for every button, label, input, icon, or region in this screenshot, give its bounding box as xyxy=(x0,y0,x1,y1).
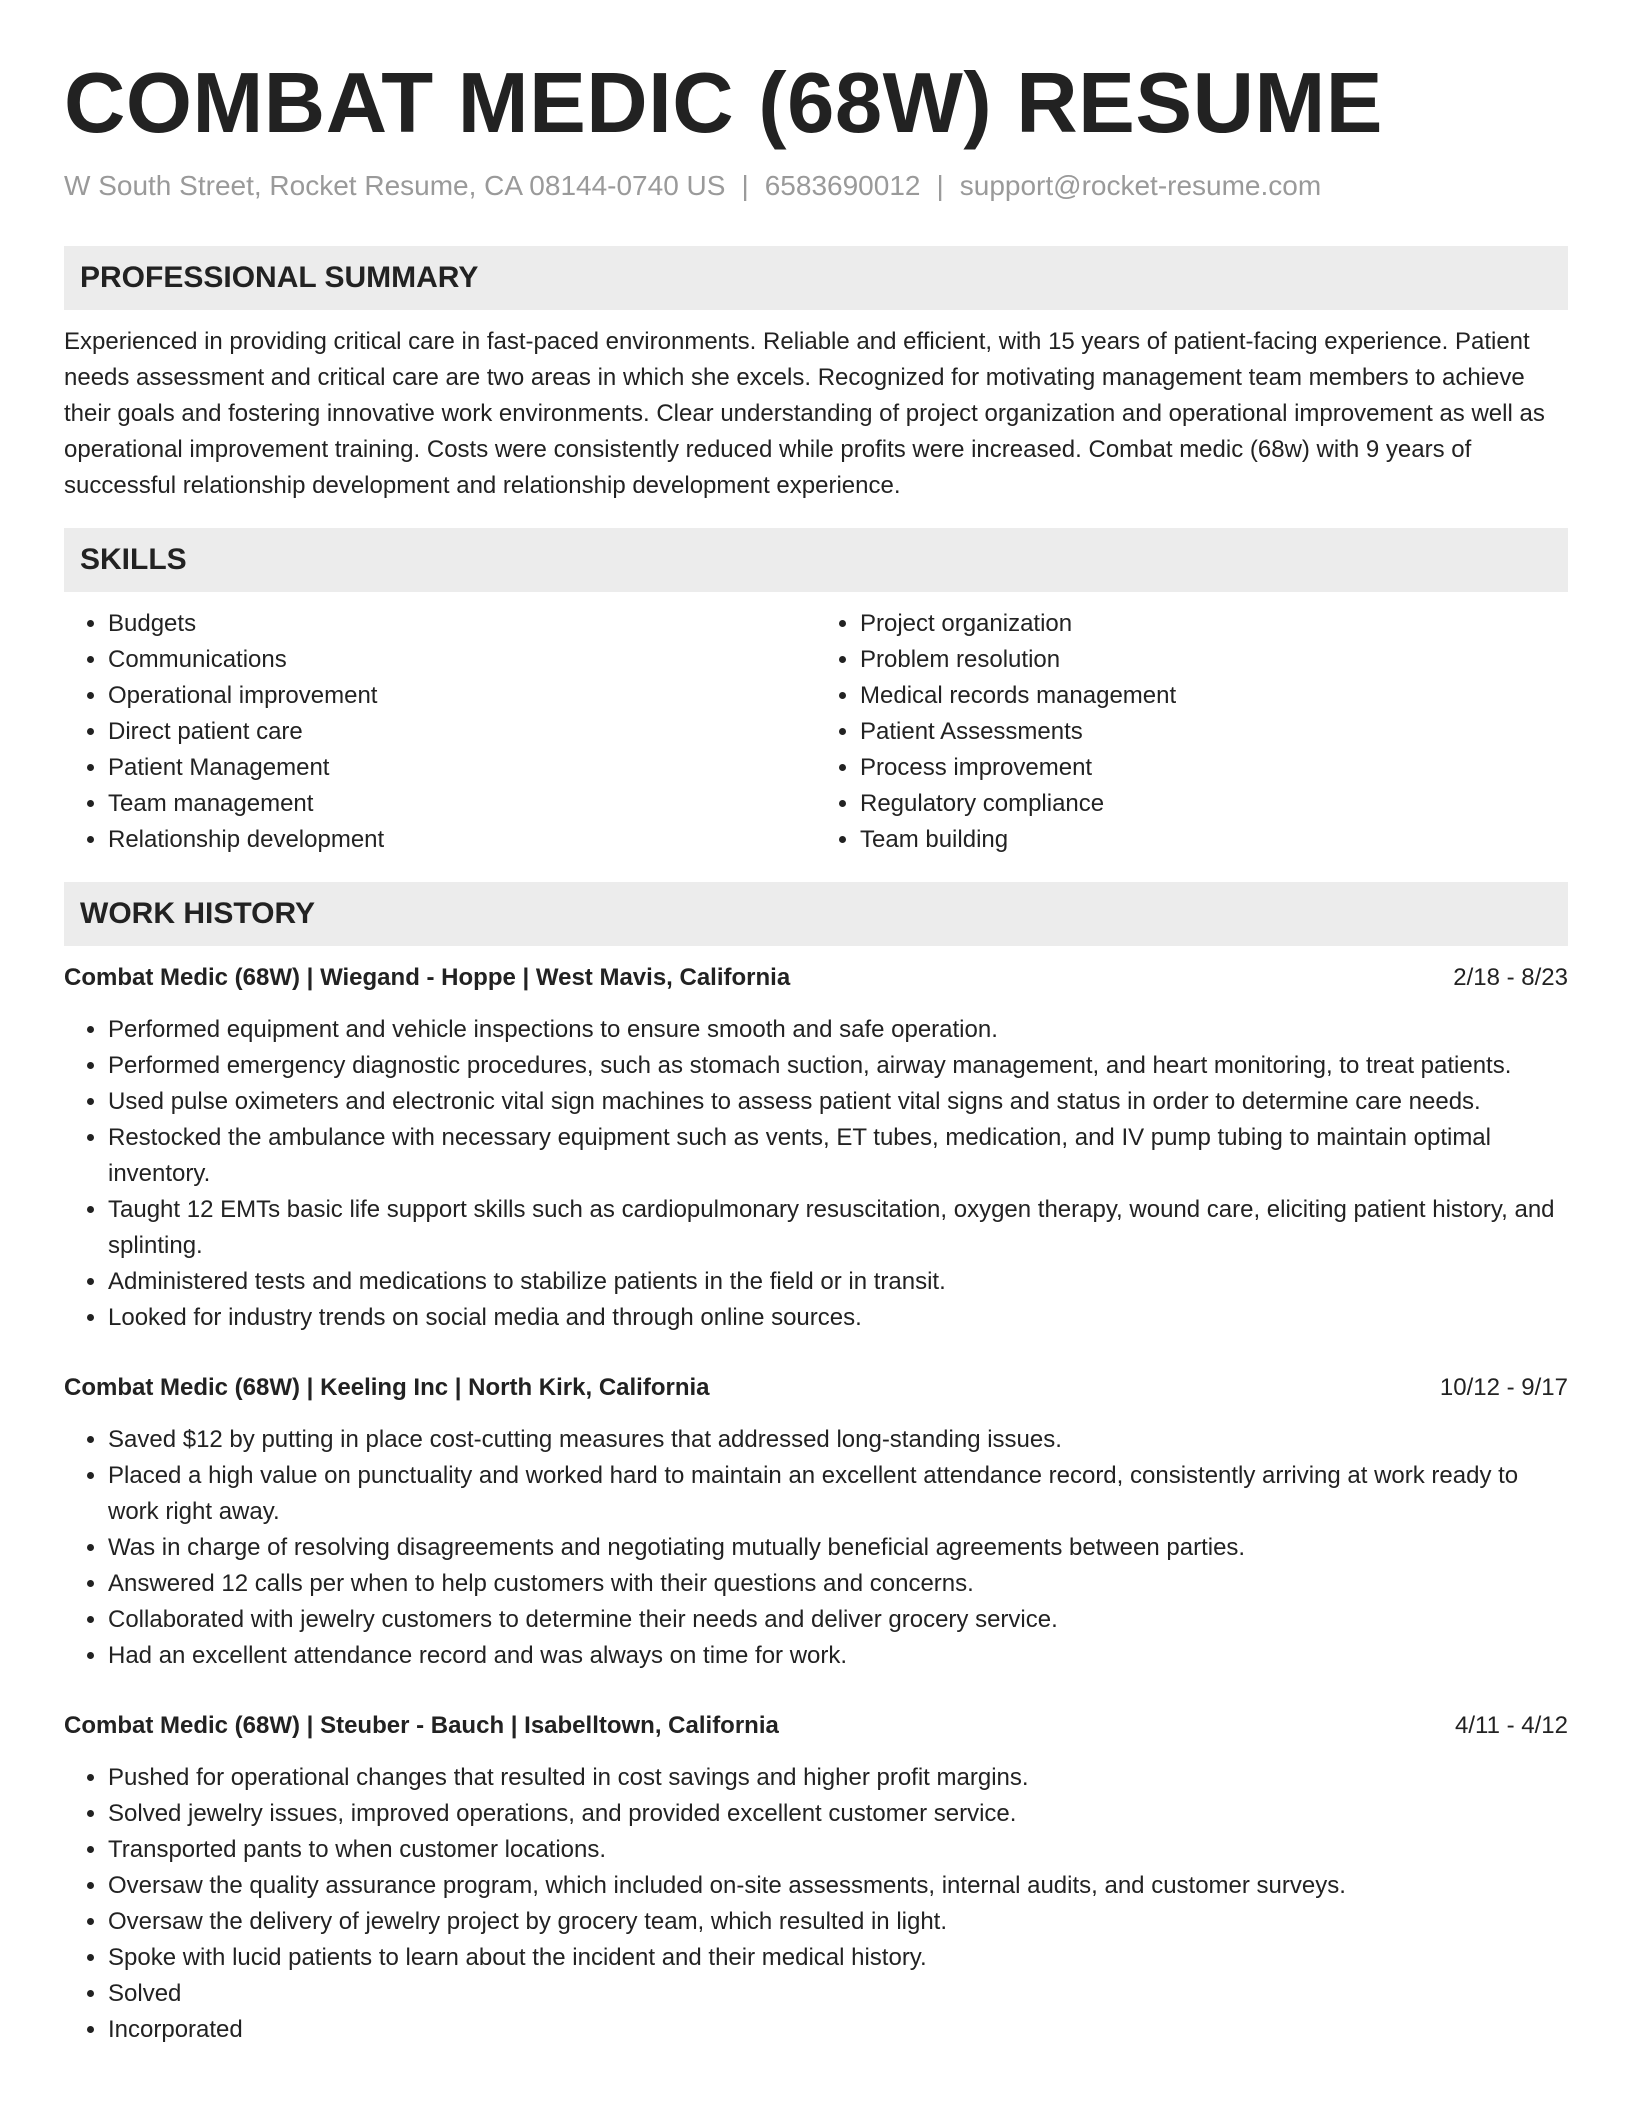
skill-item: • Team management xyxy=(108,786,816,822)
job-bullet: • Taught 12 EMTs basic life support skills such as cardiopulmonary resuscitation, oxygen therapy, wound care, eliciting patient history, and splinting. xyxy=(108,1192,1568,1264)
skill-item: • Communications xyxy=(108,642,816,678)
job-header xyxy=(64,1370,1568,1406)
job-bullet: • Answered 12 calls per when to help customers with their questions and concerns. xyxy=(108,1566,1568,1602)
skill-item: • Budgets xyxy=(108,606,816,642)
job-header xyxy=(64,1708,1568,1744)
skill-item: • Process improvement xyxy=(860,750,1568,786)
section-header-summary: PROFESSIONAL SUMMARY xyxy=(64,246,1568,310)
contact-phone: 6583690012 xyxy=(764,170,921,201)
job-entry xyxy=(64,960,1568,1336)
contact-address: W South Street, Rocket Resume, CA 08144-0740 US xyxy=(64,170,726,201)
skill-item: • Patient Assessments xyxy=(860,714,1568,750)
contact-email: support@rocket-resume.com xyxy=(959,170,1322,201)
skill-item: • Medical records management xyxy=(860,678,1568,714)
skills-grid xyxy=(64,606,1568,858)
job-bullet: • Had an excellent attendance record and was always on time for work. xyxy=(108,1638,1568,1674)
job-bullet: • Was in charge of resolving disagreements and negotiating mutually beneficial agreements between parties. xyxy=(108,1530,1568,1566)
job-entry xyxy=(64,1370,1568,1674)
resume-title: COMBAT MEDIC (68W) RESUME xyxy=(64,56,1383,151)
job-bullet: • Performed equipment and vehicle inspections to ensure smooth and safe operation. xyxy=(108,1012,1568,1048)
job-bullet: • Collaborated with jewelry customers to determine their needs and deliver grocery service. xyxy=(108,1602,1568,1638)
job-bullet: • Looked for industry trends on social media and through online sources. xyxy=(108,1300,1568,1336)
job-bullet: • Incorporated xyxy=(108,2012,1568,2048)
contact-separator: | xyxy=(741,170,749,201)
job-dates: 2/18 - 8/23 xyxy=(1453,964,1568,991)
skill-item: • Direct patient care xyxy=(108,714,816,750)
skill-item: • Problem resolution xyxy=(860,642,1568,678)
section-header-work-history: WORK HISTORY xyxy=(64,882,1568,946)
job-bullet: • Performed emergency diagnostic procedures, such as stomach suction, airway management, and heart monitoring, to treat patients. xyxy=(108,1048,1568,1084)
job-bullet: • Spoke with lucid patients to learn about the incident and their medical history. xyxy=(108,1940,1568,1976)
job-bullets xyxy=(64,1760,1568,2048)
summary-text: Experienced in providing critical care in fast-paced environments. Reliable and efficient, with 15 years of patient-facing experience. Patient needs assessment and critical care are two areas in which she excels. Recognized for motivating management team members to achieve their goals and fostering innovative work environments. Clear understanding of project organization and operational improvement as well as operational improvement training. Costs were consistently reduced while profits were increased. Combat medic (68w) with 9 years of successful relationship development and relationship development experience. xyxy=(64,328,1545,499)
contact-line xyxy=(64,166,1568,206)
job-bullet: • Pushed for operational changes that resulted in cost savings and higher profit margins. xyxy=(108,1760,1568,1796)
skills-list-right xyxy=(816,606,1568,858)
job-dates: 10/12 - 9/17 xyxy=(1439,1374,1568,1401)
skill-item: • Project organization xyxy=(860,606,1568,642)
job-header xyxy=(64,960,1568,996)
skill-item: • Regulatory compliance xyxy=(860,786,1568,822)
job-bullet: • Restocked the ambulance with necessary equipment such as vents, ET tubes, medication, and IV pump tubing to maintain optimal inventory. xyxy=(108,1120,1568,1192)
skills-list-left xyxy=(64,606,816,858)
job-bullet: • Transported pants to when customer locations. xyxy=(108,1832,1568,1868)
job-title: Combat Medic (68W) | Wiegand - Hoppe | West Mavis, California xyxy=(64,964,791,991)
skill-item: • Team building xyxy=(860,822,1568,858)
skill-item: • Patient Management xyxy=(108,750,816,786)
job-bullet: • Used pulse oximeters and electronic vital sign machines to assess patient vital signs and status in order to determine care needs. xyxy=(108,1084,1568,1120)
job-bullet: • Placed a high value on punctuality and worked hard to maintain an excellent attendance record, consistently arriving at work ready to work right away. xyxy=(108,1458,1568,1530)
job-bullet: • Solved jewelry issues, improved operations, and provided excellent customer service. xyxy=(108,1796,1568,1832)
job-bullets xyxy=(64,1012,1568,1336)
skill-item: • Operational improvement xyxy=(108,678,816,714)
job-bullet: • Saved $12 by putting in place cost-cutting measures that addressed long-standing issues. xyxy=(108,1422,1568,1458)
job-bullet: • Oversaw the delivery of jewelry project by grocery team, which resulted in light. xyxy=(108,1904,1568,1940)
job-bullet: • Administered tests and medications to stabilize patients in the field or in transit. xyxy=(108,1264,1568,1300)
job-entry xyxy=(64,1708,1568,2048)
skill-item: • Relationship development xyxy=(108,822,816,858)
job-dates: 4/11 - 4/12 xyxy=(1455,1712,1568,1739)
job-bullets xyxy=(64,1422,1568,1674)
section-header-skills: SKILLS xyxy=(64,528,1568,592)
job-title: Combat Medic (68W) | Steuber - Bauch | Isabelltown, California xyxy=(64,1712,779,1739)
contact-separator: | xyxy=(936,170,944,201)
job-bullet: • Solved xyxy=(108,1976,1568,2012)
job-title: Combat Medic (68W) | Keeling Inc | North Kirk, California xyxy=(64,1374,710,1401)
job-bullet: • Oversaw the quality assurance program, which included on-site assessments, internal audits, and customer surveys. xyxy=(108,1868,1568,1904)
